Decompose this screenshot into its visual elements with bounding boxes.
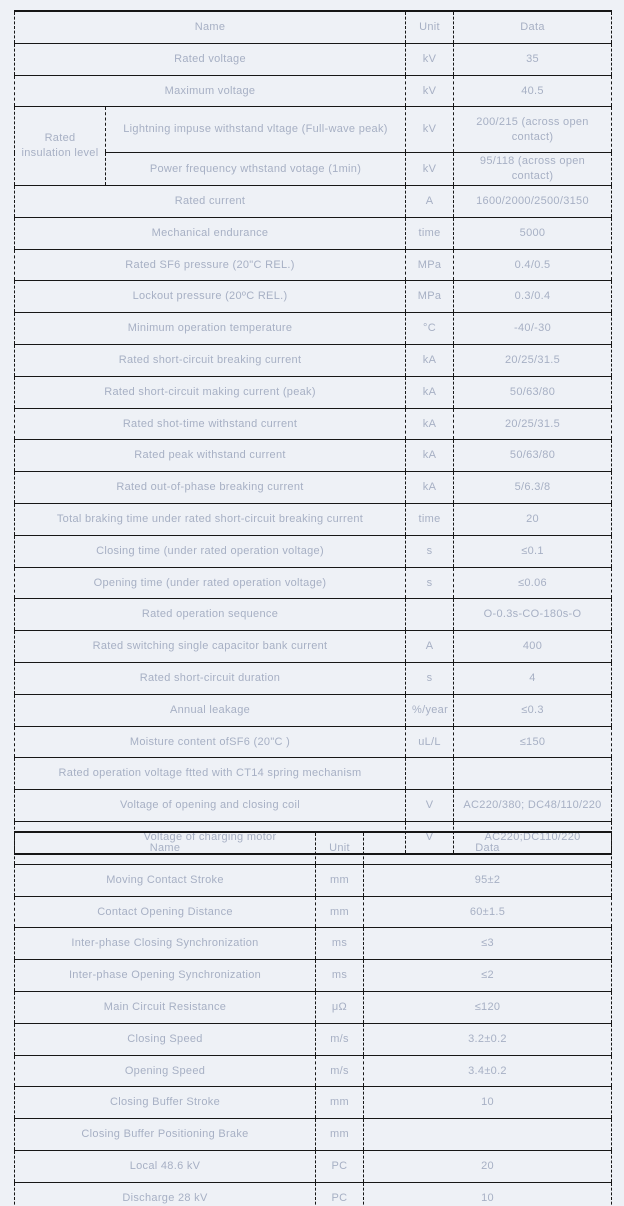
spec-value: 20/25/31.5 bbox=[454, 345, 612, 377]
spec-value: 3.2±0.2 bbox=[364, 1023, 612, 1055]
spec-unit: kV bbox=[406, 107, 454, 153]
table-row bbox=[15, 75, 612, 107]
table-row bbox=[15, 991, 612, 1023]
mechanical-specs-table bbox=[14, 831, 612, 1206]
spec-value: 50/63/80 bbox=[454, 440, 612, 472]
spec-value: 50/63/80 bbox=[454, 376, 612, 408]
table-row bbox=[15, 631, 612, 663]
spec-name: Maximum voltage bbox=[15, 75, 406, 107]
spec-unit: kA bbox=[406, 472, 454, 504]
spec-value: ≤3 bbox=[364, 928, 612, 960]
spec-unit: mm bbox=[316, 1087, 364, 1119]
table-row bbox=[15, 472, 612, 504]
spec-unit: mm bbox=[316, 1119, 364, 1151]
table-row bbox=[15, 504, 612, 536]
spec-value bbox=[454, 758, 612, 790]
spec-value: 40.5 bbox=[454, 75, 612, 107]
table-row bbox=[15, 1150, 612, 1182]
spec-unit: MPa bbox=[406, 249, 454, 281]
spec-name: Closing Buffer Stroke bbox=[15, 1087, 316, 1119]
spec-value: 20 bbox=[364, 1150, 612, 1182]
spec-unit: time bbox=[406, 504, 454, 536]
spec-value: 5000 bbox=[454, 217, 612, 249]
table-row bbox=[15, 43, 612, 75]
spec-name: Opening Speed bbox=[15, 1055, 316, 1087]
spec-name: Rated short-circuit duration bbox=[15, 663, 406, 695]
spec-value bbox=[364, 1119, 612, 1151]
spec-value: ≤0.1 bbox=[454, 535, 612, 567]
spec-name: Contact Opening Distance bbox=[15, 896, 316, 928]
spec-name: Rated short-circuit making current (peak) bbox=[15, 376, 406, 408]
spec-value: AC220;DC110/220 bbox=[454, 822, 612, 854]
spec-unit: °C bbox=[406, 313, 454, 345]
spec-name: Minimum operation temperature bbox=[15, 313, 406, 345]
column-header-data: Data bbox=[454, 11, 612, 43]
spec-value: AC220/380; DC48/110/220 bbox=[454, 790, 612, 822]
column-header-unit: Unit bbox=[406, 11, 454, 43]
spec-value: 35 bbox=[454, 43, 612, 75]
spec-name: Main Circuit Resistance bbox=[15, 991, 316, 1023]
spec-unit: kA bbox=[406, 345, 454, 377]
spec-value: 20/25/31.5 bbox=[454, 408, 612, 440]
spec-unit: ms bbox=[316, 928, 364, 960]
table-row bbox=[15, 896, 612, 928]
spec-name: Closing time (under rated operation voltage) bbox=[15, 535, 406, 567]
spec-unit: kA bbox=[406, 440, 454, 472]
spec-unit: PC bbox=[316, 1150, 364, 1182]
table-row bbox=[15, 599, 612, 631]
spec-unit: uL/L bbox=[406, 726, 454, 758]
spec-unit: kV bbox=[406, 75, 454, 107]
spec-name: Rated voltage bbox=[15, 43, 406, 75]
spec-value: 3.4±0.2 bbox=[364, 1055, 612, 1087]
table-row bbox=[15, 1023, 612, 1055]
table-row bbox=[15, 186, 612, 218]
spec-value: 95±2 bbox=[364, 864, 612, 896]
spec-unit: V bbox=[406, 822, 454, 854]
spec-name: Rated current bbox=[15, 186, 406, 218]
spec-value: ≤0.06 bbox=[454, 567, 612, 599]
header-row bbox=[15, 11, 612, 43]
spec-value: 5/6.3/8 bbox=[454, 472, 612, 504]
spec-value: 0.3/0.4 bbox=[454, 281, 612, 313]
spec-name: Rated out-of-phase breaking current bbox=[15, 472, 406, 504]
table-row bbox=[15, 1055, 612, 1087]
table-row bbox=[15, 313, 612, 345]
spec-name: Inter-phase Closing Synchronization bbox=[15, 928, 316, 960]
spec-unit: ms bbox=[316, 960, 364, 992]
spec-name: Rated operation sequence bbox=[15, 599, 406, 631]
spec-value: 0.4/0.5 bbox=[454, 249, 612, 281]
electrical-specs-table bbox=[14, 10, 612, 855]
spec-name: Rated short-circuit breaking current bbox=[15, 345, 406, 377]
spec-name: Rated SF6 pressure (20"C REL.) bbox=[15, 249, 406, 281]
spec-name: Power frequency wthstand votage (1min) bbox=[106, 153, 406, 186]
spec-name: Voltage of charging motor bbox=[15, 822, 406, 854]
spec-value: 200/215 (across open contact) bbox=[454, 107, 612, 153]
spec-unit: mm bbox=[316, 896, 364, 928]
table-row bbox=[15, 1182, 612, 1206]
spec-name: Closing Buffer Positioning Brake bbox=[15, 1119, 316, 1151]
table-row bbox=[15, 960, 612, 992]
spec-unit: s bbox=[406, 663, 454, 695]
column-header-name: Name bbox=[15, 11, 406, 43]
column-header-unit: Unit bbox=[316, 832, 364, 864]
spec-value: ≤120 bbox=[364, 991, 612, 1023]
spec-value: ≤2 bbox=[364, 960, 612, 992]
spec-name: Closing Speed bbox=[15, 1023, 316, 1055]
spec-name: Rated shot-time withstand current bbox=[15, 408, 406, 440]
table-row bbox=[15, 408, 612, 440]
spec-value: 60±1.5 bbox=[364, 896, 612, 928]
spec-unit: m/s bbox=[316, 1055, 364, 1087]
table-row bbox=[15, 107, 612, 153]
column-header-name: Name bbox=[15, 832, 316, 864]
table-row bbox=[15, 726, 612, 758]
spec-name: Rated peak withstand current bbox=[15, 440, 406, 472]
spec-unit: s bbox=[406, 567, 454, 599]
spec-unit: mm bbox=[316, 864, 364, 896]
spec-name: Discharge 28 kV bbox=[15, 1182, 316, 1206]
spec-unit: A bbox=[406, 631, 454, 663]
spec-value: 10 bbox=[364, 1087, 612, 1119]
spec-value: -40/-30 bbox=[454, 313, 612, 345]
spec-unit: MPa bbox=[406, 281, 454, 313]
table-row bbox=[15, 376, 612, 408]
spec-unit: kA bbox=[406, 376, 454, 408]
table-row bbox=[15, 663, 612, 695]
table-row bbox=[15, 567, 612, 599]
table-row bbox=[15, 864, 612, 896]
spec-unit: kV bbox=[406, 43, 454, 75]
spec-unit: kA bbox=[406, 408, 454, 440]
spec-name: Annual leakage bbox=[15, 694, 406, 726]
spec-unit: μΩ bbox=[316, 991, 364, 1023]
spec-name: Total braking time under rated short-circuit breaking current bbox=[15, 504, 406, 536]
spec-unit: V bbox=[406, 790, 454, 822]
table-row bbox=[15, 790, 612, 822]
table-row bbox=[15, 1087, 612, 1119]
table-row bbox=[15, 1119, 612, 1151]
table-row bbox=[15, 249, 612, 281]
spec-name: Mechanical endurance bbox=[15, 217, 406, 249]
spec-name: Lightning impuse withstand vltage (Full-wave peak) bbox=[106, 107, 406, 153]
spec-name: Inter-phase Opening Synchronization bbox=[15, 960, 316, 992]
spec-unit: %/year bbox=[406, 694, 454, 726]
spec-value: 1600/2000/2500/3150 bbox=[454, 186, 612, 218]
spec-unit: A bbox=[406, 186, 454, 218]
spec-value: 20 bbox=[454, 504, 612, 536]
spec-unit bbox=[406, 599, 454, 631]
spec-value: 10 bbox=[364, 1182, 612, 1206]
spec-name: Lockout pressure (20ºC REL.) bbox=[15, 281, 406, 313]
table-row bbox=[15, 281, 612, 313]
table-row bbox=[15, 217, 612, 249]
spec-name: Moving Contact Stroke bbox=[15, 864, 316, 896]
spec-name: Opening time (under rated operation voltage) bbox=[15, 567, 406, 599]
spec-unit: kV bbox=[406, 153, 454, 186]
spec-unit bbox=[406, 758, 454, 790]
spec-value: ≤150 bbox=[454, 726, 612, 758]
table-row bbox=[15, 694, 612, 726]
table-row bbox=[15, 758, 612, 790]
table-row bbox=[15, 928, 612, 960]
spec-name: Rated operation voltage ftted with CT14 spring mechanism bbox=[15, 758, 406, 790]
spec-name: Voltage of opening and closing coil bbox=[15, 790, 406, 822]
spec-unit: time bbox=[406, 217, 454, 249]
table-row bbox=[15, 440, 612, 472]
spec-name: Local 48.6 kV bbox=[15, 1150, 316, 1182]
spec-name: Moisture content ofSF6 (20"C ) bbox=[15, 726, 406, 758]
spec-unit: m/s bbox=[316, 1023, 364, 1055]
header-row bbox=[15, 832, 612, 864]
table-row bbox=[15, 345, 612, 377]
row-group-label: Rated insulation level bbox=[15, 107, 106, 186]
table-row bbox=[15, 535, 612, 567]
spec-unit: PC bbox=[316, 1182, 364, 1206]
spec-value: ≤0.3 bbox=[454, 694, 612, 726]
column-header-data: Data bbox=[364, 832, 612, 864]
spec-value: 400 bbox=[454, 631, 612, 663]
spec-value: O-0.3s-CO-180s-O bbox=[454, 599, 612, 631]
spec-value: 4 bbox=[454, 663, 612, 695]
spec-unit: s bbox=[406, 535, 454, 567]
spec-value: 95/118 (across open contact) bbox=[454, 153, 612, 186]
spec-name: Rated switching single capacitor bank current bbox=[15, 631, 406, 663]
